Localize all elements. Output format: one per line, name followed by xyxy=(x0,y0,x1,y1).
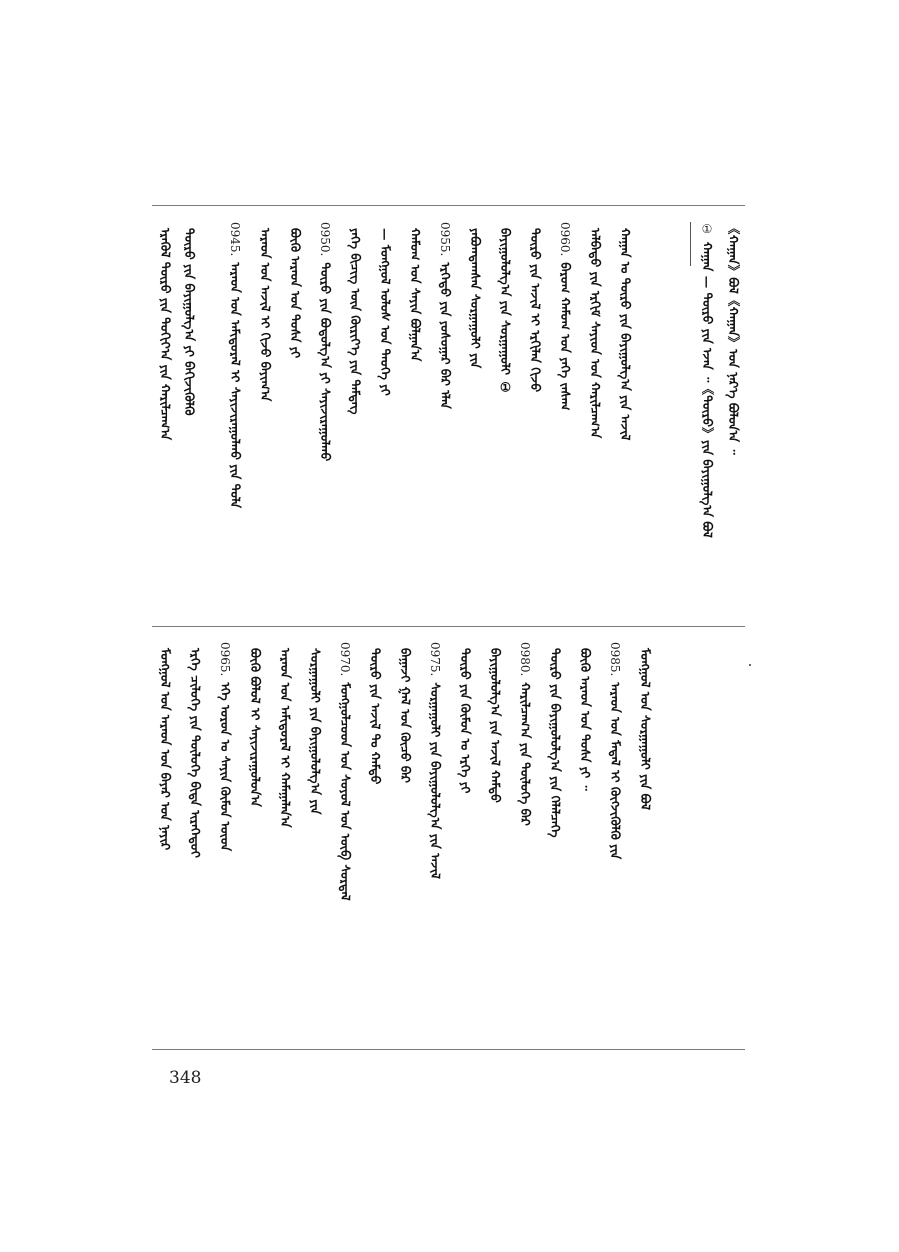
stray-mark xyxy=(749,664,751,666)
verse-text: ᠪᠦᠬᠦ ᠠᠷᠠᠳ ᠤᠨ ᠲᠤᠰᠠ ᠶᠢ ᠃ xyxy=(578,648,593,791)
verse-column xyxy=(408,222,422,361)
verse-text: ᠬᠠᠭᠠᠨ ᠤ ᠲᠥᠷᠥ ᠶᠢᠨ ᠪᠠᠶᠢᠭᠤᠯᠭ᠎ᠠ ᠶᠢᠨ ᠠᠵᠢᠯ xyxy=(618,228,633,441)
verse-text: ᠠᠷᠠᠳ ᠤᠨ ᠠᠮᠢᠳᠤᠷᠠᠯ ᠢ ᠬᠠᠮᠠᠭᠠᠯᠠᠨ᠎ᠠ xyxy=(278,648,293,828)
verse-column xyxy=(578,642,592,791)
verse-text: ᠡᠷᠬᠡ ᠴᠢᠯᠦᠭᠡ ᠶᠢᠨ ᠲᠥᠯᠦᠭᠡ ᠪᠢᠳᠡ ᠢᠷᠡᠭᠡᠳᠦᠢ xyxy=(188,648,203,858)
footnote-text: 《ᠬᠠᠭᠠᠨ》ᠪᠣᠯ《ᠬᠠᠭᠠᠨ》ᠤᠨ ᠨᠡᠷ᠎ᠡ ᠪᠣᠯᠤᠨ᠎ᠠ ᠃ xyxy=(726,222,741,455)
verse-text: ᠠᠷᠠᠳ ᠤᠨ ᠮᠡᠳᠡᠯ ᠢ ᠬᠥᠭᠵᠢᠭᠦᠯᠬᠦ ᠶᠢᠨ xyxy=(608,682,623,860)
verse-column xyxy=(182,222,196,416)
verse-column xyxy=(158,642,172,850)
verse-text: ᠪᠠᠶᠢᠭᠤᠯᠤᠯᠭ᠎ᠠ ᠶᠢᠨ ᠰᠤᠷᠭᠠᠭᠤᠯᠢ ① xyxy=(498,228,513,395)
verse-text: ᠮᠣᠩᠭᠣᠯ ᠤᠨ ᠰᠤᠷᠭᠠᠭᠤᠯᠢ ᠶᠢᠨ ᠪᠣᠯ xyxy=(638,648,653,811)
bottom-text-block xyxy=(152,642,745,1042)
verse-column xyxy=(318,222,332,461)
verse-number: 0970. xyxy=(338,642,352,677)
footnote-line xyxy=(726,222,740,455)
verse-column xyxy=(368,642,382,784)
verse-text: ᠪᠦᠬᠦ ᠠᠷᠠᠳ ᠤᠨ ᠲᠤᠰᠠ ᠶᠢ xyxy=(288,228,303,359)
verse-column xyxy=(348,222,362,415)
verse-number: 0980. xyxy=(518,642,532,677)
verse-column xyxy=(488,642,502,803)
verse-column xyxy=(528,222,542,392)
verse-text: ᠡᠷᠡᠭᠦᠯ ᠲᠦᠷᠦ ᠶᠢᠨ ᠲᠣᠬᠢᠶ᠎ᠠ ᠶᠢᠨ ᠬᠠᠷᠢᠯᠴᠠᠭ᠎ᠠ xyxy=(158,228,173,441)
verse-column xyxy=(398,642,412,783)
verse-number: 0975. xyxy=(428,642,442,677)
verse-column xyxy=(498,222,512,394)
verse-column xyxy=(378,222,392,396)
verse-column xyxy=(258,222,272,401)
verse-column xyxy=(558,222,572,410)
verse-column xyxy=(438,222,452,409)
verse-column xyxy=(248,642,262,807)
verse-column xyxy=(158,222,172,440)
verse-text: ᠪᠦᠬᠦ ᠪᠣᠯᠤᠯ ᠢ ᠰᠠᠶᠢᠵᠢᠷᠠᠭᠤᠯᠤᠨ᠎ᠠ xyxy=(248,648,263,807)
verse-number: 0945. xyxy=(228,222,242,257)
footnote-line xyxy=(700,222,714,538)
page-number: 348 xyxy=(169,1068,202,1088)
verse-text: ᠠᠷᠠᠳ ᠤᠨ ᠠᠮᠢᠳᠤᠷᠠᠯ ᠢ ᠰᠠᠶᠢᠵᠢᠷᠠᠭᠤᠯᠬᠤ ᠶᠢᠨ ᠲᠤᠯᠠ xyxy=(228,262,243,509)
top-text-block xyxy=(152,222,745,617)
verse-text: ᠠᠷᠠᠳ ᠤᠨ ᠠᠵᠢᠯ ᠢ ᠬᠢᠵᠦ ᠪᠠᠶᠢᠭ᠎ᠠ xyxy=(258,228,273,402)
verse-number: 0985. xyxy=(608,642,622,677)
verse-text: ᠮᠣᠩᠭᠣᠯ ᠤᠨ ᠠᠷᠠᠳ ᠤᠨ ᠪᠠᠶᠠᠷ ᠤᠨ ᠨᠠᠶᠢᠷ xyxy=(158,648,173,851)
footnote-separator xyxy=(690,222,691,266)
footnote-marker: ① xyxy=(700,222,714,236)
verse-text: ᠠᠯᠪᠠᠲᠤ ᠶᠢᠨ ᠡᠷᠬᠢᠮ ᠰᠠᠶᠢᠳ ᠤᠨ ᠬᠠᠷᠢᠯᠴᠠᠭ᠎ᠠ xyxy=(588,228,603,439)
verse-text: ᠰᠤᠷᠭᠠᠭᠤᠯᠢ ᠶᠢᠨ ᠪᠠᠶᠢᠭᠤᠯᠤᠯᠭ᠎ᠠ ᠶᠢᠨ ᠠᠵᠢᠯ xyxy=(428,682,443,879)
verse-column xyxy=(308,642,322,815)
top-rule xyxy=(152,205,745,206)
verse-text: ᠬᠠᠮᠤᠭ ᠤᠨ ᠰᠠᠶᠢᠨ ᠪᠣᠯᠭᠠᠨ᠎ᠠ xyxy=(408,228,423,362)
verse-column xyxy=(608,642,622,859)
verse-column xyxy=(618,222,632,440)
verse-column xyxy=(588,222,602,438)
verse-text: ᠡᠷᠬᠡᠲᠦ ᠶᠢᠨ ᠶᠣᠰᠤᠭᠠᠷ ᠪᠠᠷ ᠡᠯᠡᠨ xyxy=(438,262,453,409)
verse-column xyxy=(468,222,482,368)
verse-number: 0960. xyxy=(558,222,572,257)
verse-text: ᠶᠠᠪᠤᠭᠳᠠᠭᠰᠠᠨ ᠰᠤᠷᠭᠠᠭᠤᠯᠢ ᠶᠢᠨ xyxy=(468,228,483,369)
verse-text: ᠶᠡᠬᠡ ᠪᠢᠴᠢᠭ ᠦᠨ ᠬᠦᠷᠢᠶ᠎ᠡ ᠶᠢᠨ ᠲᠡᠮᠳᠡᠭ xyxy=(348,228,363,415)
verse-text: ᠪᠠᠶᠢᠭᠤᠯᠤᠯᠭ᠎ᠠ ᠶᠢᠨ ᠠᠵᠢᠯ ᠬᠠᠮᠲᠤ xyxy=(488,648,503,803)
verse-text: ᠲᠥᠷᠥ ᠶᠢᠨ ᠪᠠᠶᠢᠭᠤᠯᠤᠯᠭ᠎ᠠ ᠶᠢᠨ ᠬᠡᠯᠡᠯᠴᠡᠭᠡ xyxy=(548,648,563,838)
verse-text: ᠲᠥᠷᠥ ᠶᠢᠨ ᠪᠣᠳᠣᠯᠭ᠎ᠠ ᠶᠢ ᠰᠠᠶᠢᠵᠢᠷᠠᠭᠤᠯᠬᠤ xyxy=(318,262,333,462)
verse-column xyxy=(518,642,532,826)
verse-column xyxy=(638,642,652,810)
verse-text: ᠲᠥᠷᠥ ᠶᠢᠨ ᠬᠦᠮᠦᠨ ᠤ ᠡᠷᠬᠡ ᠶᠢ xyxy=(458,648,473,794)
verse-text: ᠪᠠᠭᠠᠵᠢ ᠭᠠᠯ ᠤᠨ ᠬᠦᠴᠦ ᠪᠡᠷ xyxy=(398,648,413,783)
middle-rule xyxy=(152,626,745,627)
verse-text: ᠡᠬᠡ ᠣᠷᠣᠨ ᠤ ᠰᠠᠶᠢᠨ ᠬᠦᠮᠦᠨ ᠦᠳ xyxy=(218,682,233,852)
verse-text: ᠰᠤᠷᠭᠠᠭᠤᠯᠢ ᠶᠢᠨ ᠪᠠᠶᠢᠭᠤᠯᠤᠯᠭ᠎ᠠ ᠶᠢᠨ xyxy=(308,648,323,815)
verse-number: 0955. xyxy=(438,222,452,257)
bottom-rule xyxy=(152,1049,745,1050)
verse-column xyxy=(288,222,302,358)
verse-number: 0965. xyxy=(218,642,232,677)
verse-column xyxy=(188,642,202,858)
verse-text: ᠬᠠᠷᠢᠯᠴᠠᠭ᠎ᠠ ᠶᠢᠨ ᠲᠥᠯᠦᠭᠡ ᠪᠠᠷ xyxy=(518,682,533,826)
verse-column xyxy=(278,642,292,828)
verse-column xyxy=(428,642,442,879)
verse-text: ᠮᠣᠩᠭᠣᠯᠴᠤᠳ ᠤᠨ ᠰᠣᠶᠣᠯ ᠤᠨ ᠦᠪ ᠰᠤᠷᠲᠠᠯ xyxy=(338,682,353,901)
verse-text: ᠪᠠᠷᠤᠭ ᠬᠠᠮᠤᠭ ᠤᠨ ᠶᠡᠬᠡ ᠵᠠᠰᠠᠭ xyxy=(558,262,573,411)
verse-text: ᠲᠦᠷᠦ ᠶᠢᠨ ᠠᠵᠢᠯ ᠲᠤ ᠬᠠᠮᠲᠤ xyxy=(368,648,383,785)
verse-text: ᠲᠦᠷᠦ ᠶᠢᠨ ᠠᠵᠢᠯ ᠢ ᠡᠷᠬᠢᠯᠡᠨ ᠬᠢᠵᠦ xyxy=(528,228,543,392)
verse-column xyxy=(458,642,472,793)
verse-text: — ᠮᠣᠩᠭᠣᠯ ᠤᠯᠤᠰ ᠤᠨ ᠲᠡᠦᠬᠡ ᠶᠢ xyxy=(378,228,393,396)
verse-column xyxy=(228,222,242,508)
footnote-text: ᠬᠠᠭᠠᠨ — ᠲᠥᠷᠥ ᠶᠢᠨ ᠡᠵᠡᠨ ᠃《ᠲᠥᠷᠥ》ᠶᠢᠨ ᠪᠠᠶᠢᠭᠤᠯᠭ᠎ᠠ ᠪᠣᠯ xyxy=(700,242,715,538)
verse-column xyxy=(218,642,232,851)
verse-text: ᠲᠥᠷᠥ ᠶᠢᠨ ᠪᠠᠶᠢᠭᠤᠯᠭ᠎ᠠ ᠶᠢ ᠪᠡᠬᠢᠵᠢᠭᠦᠯᠬᠦ xyxy=(182,228,197,416)
verse-column xyxy=(548,642,562,838)
verse-column xyxy=(338,642,352,901)
verse-number: 0950. xyxy=(318,222,332,257)
